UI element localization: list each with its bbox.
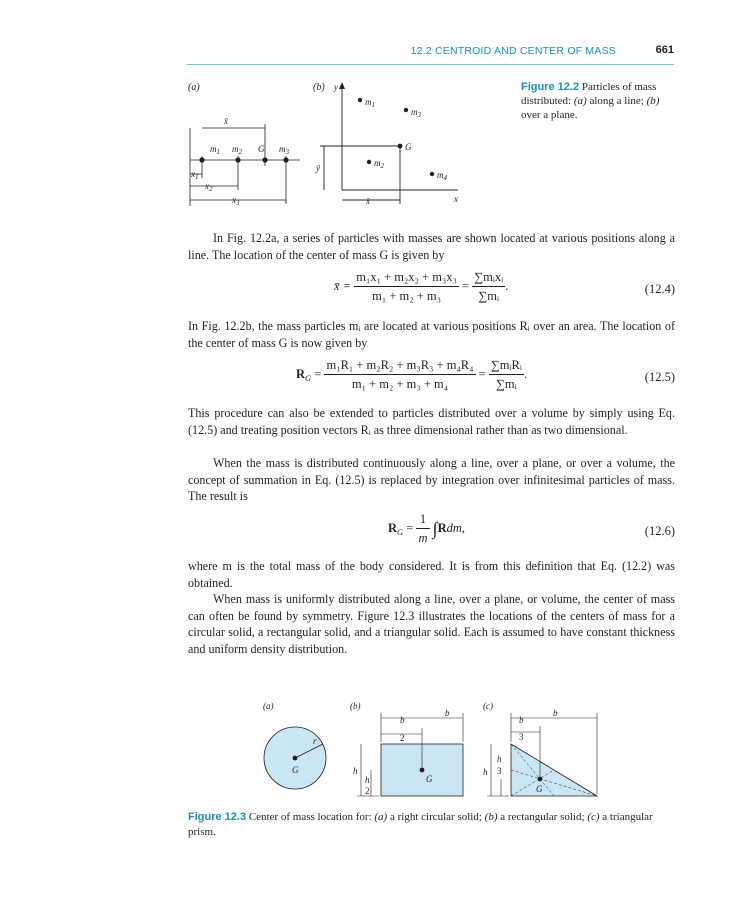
fig12-3-panel-a-label: (a): [263, 701, 274, 711]
fig12-2a-x1: x: [191, 169, 195, 179]
eq1-numerator: m₁x₁ + m₂x₂ + m₃x₃: [354, 270, 459, 287]
fig12-3c-h-third-num: h: [497, 754, 502, 764]
center-G: [262, 157, 267, 162]
figure-12-3: [255, 698, 615, 803]
eq3-denominator: m: [418, 531, 428, 545]
fig12-2b-m3-sub: 3: [417, 111, 421, 119]
figure-12-3-caption: [188, 810, 675, 840]
fig12-2a-m3-sub: 3: [285, 148, 289, 156]
eq1-equals: =: [462, 278, 470, 293]
fig12-2-panel-a-label: (a): [188, 82, 200, 93]
plane-particle-m4: [430, 172, 434, 176]
fig12-3b-h-half-num: h: [365, 775, 370, 785]
fig12-2a-m1-sub: 1: [216, 148, 220, 156]
eq2-fraction: [324, 358, 475, 392]
fig12-2a-x2: x: [205, 181, 209, 191]
fig12-2a-diagram: [190, 124, 300, 206]
fig12-2b-x: x: [454, 194, 458, 204]
fig12-3c-b-third-num: b: [519, 715, 524, 725]
fig12-3c-h: h: [483, 767, 488, 777]
svg-text:m1: [365, 97, 375, 109]
caption-a: (a): [374, 811, 388, 823]
fig12-2a-x1-sub: 1: [195, 173, 199, 181]
fig12-2b-y: y: [334, 82, 338, 92]
circle-center-G: [293, 756, 298, 761]
svg-text:m2: [232, 144, 243, 156]
equation-12-6: [188, 512, 675, 552]
caption-text: a rectangular solid;: [497, 811, 588, 823]
svg-text:x1: [190, 169, 199, 181]
fig12-3-panel-b-label: (b): [350, 701, 361, 711]
svg-text:x3: [231, 195, 240, 207]
paragraph-2: In Fig. 12.2b, the mass particles mᵢ are located at various positions Rᵢ over an area. The location of the center of mass G is now given by: [188, 319, 675, 350]
fig12-2a-m2: m: [232, 144, 239, 154]
caption-b: (b): [484, 811, 498, 823]
running-header: [187, 42, 674, 65]
fig12-2b-points: [358, 98, 434, 176]
eq3-lhs: R: [388, 520, 398, 535]
paragraph-6: When mass is uniformly distributed along a line, over a plane, or volume, the center of mass can often be found by symmetry. Figure 12.3 illustrates the locations of the centers of mass for a circular solid, a rectangular solid, and a triangular solid. Each is assumed to have constant thickness and uniform density distribution.: [188, 592, 675, 656]
eq1-lhs: x̄ =: [334, 278, 352, 293]
caption-text: Particles of mass distributed:: [521, 81, 657, 107]
fig12-2b-m4: m: [437, 170, 444, 180]
particle-m2: [235, 157, 240, 162]
fig12-2a-m1: m: [210, 144, 217, 154]
fig12-3c-G: G: [536, 784, 543, 794]
eq3-eqsign: =: [403, 520, 414, 535]
eq2-eqsign: =: [311, 366, 322, 381]
triangle-center-G: [538, 777, 543, 782]
eq2-denominator: m₁ + m₂ + m₃ + m₄: [351, 377, 449, 391]
fig12-2b-xbar: x̄: [366, 196, 370, 206]
figure-12-2: [180, 76, 500, 216]
fig12-3-panel-c-label: (c): [483, 701, 493, 711]
fig12-2a-xbar: x̄: [224, 116, 228, 126]
fig12-2b-ybar: ȳ: [316, 163, 320, 173]
eq1-sum-fraction: [472, 270, 505, 304]
caption-text: over a plane.: [521, 109, 578, 121]
fig12-2b-G: G: [405, 142, 412, 152]
paragraph-3: This procedure can also be extended to particles distributed over a volume by simply using Eq. (12.5) and treating position vectors Rᵢ as three dimensional rather than as two dimensional.: [188, 406, 675, 437]
eq3-R: R: [437, 520, 447, 535]
eq1-sum-numerator: ∑mᵢxᵢ: [472, 270, 505, 287]
fig12-2a-m3: m: [279, 144, 286, 154]
svg-text:m1: [210, 144, 220, 156]
figure-12-2-caption: [521, 80, 681, 122]
equation-12-4: [188, 270, 675, 310]
paragraph-1: In Fig. 12.2a, a series of particles with masses are shown located at various positions along a line. The location of the center of mass G is given by: [188, 231, 675, 262]
plane-particle-m3: [404, 108, 408, 112]
fig12-3c-b-third-den: 3: [519, 732, 524, 742]
fig12-3a-r: r: [313, 736, 317, 746]
caption-text: a triangular prism.: [188, 811, 653, 838]
equation-number-12-5: (12.5): [644, 370, 675, 384]
fig12-3c-b: b: [553, 708, 558, 718]
equation-12-5: [188, 358, 675, 398]
eq2-lhs-sub: G: [305, 372, 312, 383]
fig12-2b-m3: m: [411, 107, 418, 117]
fig12-3a-G: G: [292, 765, 299, 775]
fig12-2b-m1: m: [365, 97, 372, 107]
eq3-lhs-sub: G: [397, 526, 404, 537]
caption-c: (c): [587, 811, 600, 823]
fig12-2b-m2-sub: 2: [380, 162, 384, 170]
page-number: 661: [655, 44, 674, 56]
fig12-2a-m2-sub: 2: [238, 148, 242, 156]
eq2-dot: .: [523, 366, 527, 381]
eq2-numerator: m₁R₁ + m₂R₂ + m₃R₃ + m₄R₄: [324, 358, 475, 375]
fig12-2a-x2-sub: 2: [209, 185, 213, 193]
eq2-lhs: R: [296, 366, 306, 381]
svg-text:m2: [374, 158, 385, 170]
fig12-2b-m2: m: [374, 158, 381, 168]
figure-12-2-label: Figure 12.2: [521, 81, 580, 93]
fig12-2b-m4-sub: 4: [443, 174, 447, 182]
caption-text: Center of mass location for:: [248, 811, 375, 823]
plane-center-G: [398, 144, 403, 149]
fig12-2a-x3: x: [232, 195, 236, 205]
eq2-sum-numerator: ∑mᵢRᵢ: [489, 358, 524, 375]
eq3-fraction: [416, 512, 429, 546]
fig12-2a-G: G: [258, 144, 265, 154]
y-axis-arrow-icon: [339, 82, 345, 89]
caption-text: along a line;: [586, 95, 647, 107]
eq3-integral: ∫: [432, 518, 438, 539]
fig12-2b-diagram: [320, 86, 458, 204]
plane-particle-m1: [358, 98, 362, 102]
section-title: 12.2 CENTROID AND CENTER OF MASS: [410, 45, 616, 57]
particle-m3: [283, 157, 288, 162]
equation-number-12-6: (12.6): [644, 524, 675, 538]
svg-text:m4: [437, 170, 448, 182]
eq1-sum-denominator: ∑mᵢ: [478, 289, 500, 303]
svg-text:m3: [279, 144, 290, 156]
particle-m1: [199, 157, 204, 162]
fig12-3b-b-half-num: b: [400, 715, 405, 725]
paragraph-4: When the mass is distributed continuously along a line, over a plane, or over a volume, the concept of summation in Eq. (12.5) is replaced by integration over infinitesimal particles of mass. The result is: [188, 456, 675, 504]
eq1-dot: .: [505, 278, 509, 293]
eq3-rest: dm,: [446, 520, 466, 535]
equation-number-12-4: (12.4): [644, 282, 675, 296]
fig12-3c-h-third-den: 3: [497, 766, 502, 776]
paragraph-5: where m is the total mass of the body considered. It is from this definition that Eq. (12.2) was obtained.: [188, 559, 675, 590]
fig12-2-panel-b-label: (b): [313, 82, 325, 93]
caption-text: a right circular solid;: [387, 811, 485, 823]
fig12-3b-h: h: [353, 766, 358, 776]
fig12-3b-G: G: [426, 774, 433, 784]
fig12-2a-x3-sub: 3: [236, 199, 240, 207]
fig12-2b-m1-sub: 1: [371, 101, 375, 109]
plane-particle-m2: [367, 160, 371, 164]
eq2-equals: =: [478, 366, 486, 381]
fig12-3b-b: b: [445, 708, 450, 718]
svg-text:x2: [204, 181, 213, 193]
fig12-3b-h-half-den: 2: [365, 786, 370, 796]
eq2-sum-fraction: [489, 358, 524, 392]
eq1-denominator: m₁ + m₂ + m₃: [372, 289, 441, 303]
figure-12-3-label: Figure 12.3: [188, 811, 247, 823]
fig12-3b-b-half-den: 2: [400, 733, 405, 743]
caption-b: (b): [646, 95, 660, 107]
eq2-sum-denominator: ∑mᵢ: [496, 377, 517, 391]
caption-a: (a): [573, 95, 587, 107]
eq1-fraction: [354, 270, 459, 304]
eq3-numerator: 1: [416, 512, 429, 529]
svg-text:m3: [411, 107, 422, 119]
rectangle-center-G: [420, 768, 425, 773]
